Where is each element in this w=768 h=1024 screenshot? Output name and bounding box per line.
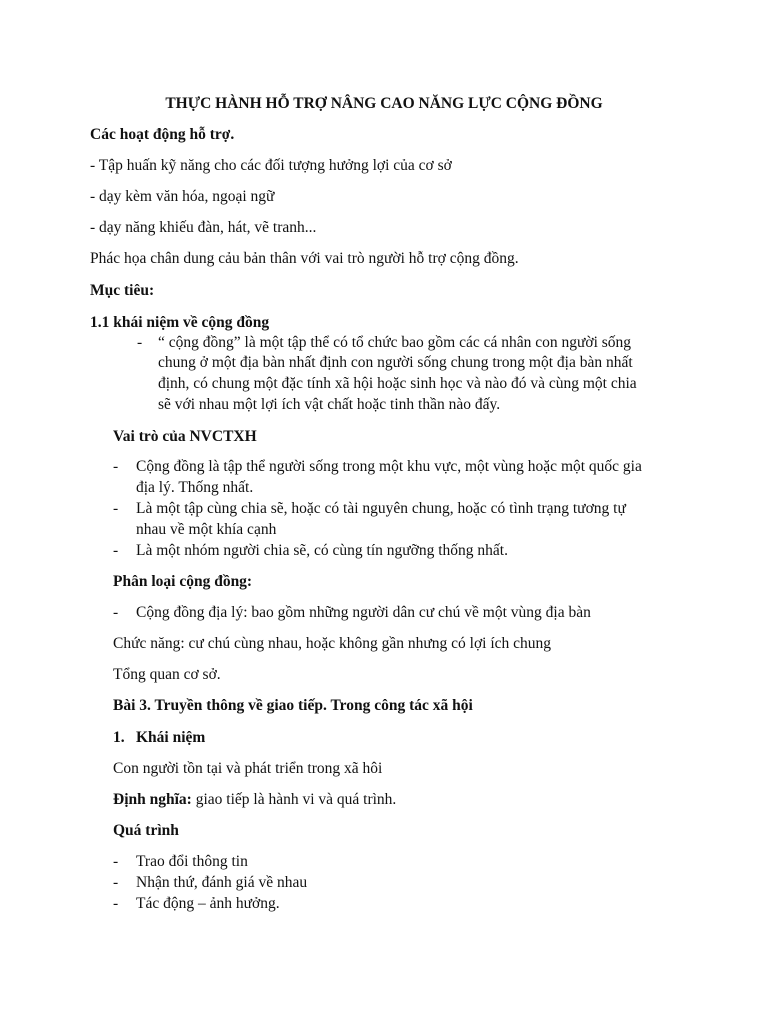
role-item-line: địa lý. Thống nhất. [136,479,254,496]
process-item: Nhận thứ, đánh giá về nhau [136,874,308,891]
objective-heading: Mục tiêu: [90,282,155,299]
concept-text-line: sẽ với nhau một lợi ích vật chất hoặc tinh thần nào đấy. [158,396,501,413]
overview-paragraph: Tổng quan cơ sở. [113,666,221,683]
role-heading: Vai trò của NVCTXH [113,428,257,445]
support-item: - dạy năng khiếu đàn, hát, vẽ tranh... [90,219,317,236]
list-dash: - [137,334,143,351]
list-dash: - [113,542,119,559]
support-item: - Tập huấn kỹ năng cho các đối tượng hưởng lợi của cơ sở [90,157,452,174]
concept-text-line: định, có chung một đặc tính xã hội hoặc sinh học và nào đó và cùng một chia [158,375,637,392]
lesson-heading: Bài 3. Truyền thông về giao tiếp. Trong công tác xã hội [113,697,473,714]
page-title: THỰC HÀNH HỖ TRỢ NÂNG CAO NĂNG LỰC CỘNG ĐỒNG [165,95,603,112]
classification-heading: Phân loại cộng đồng: [113,573,253,590]
list-dash: - [113,874,119,891]
list-dash: - [113,458,119,475]
role-item-line: Là một nhóm người chia sẽ, có cùng tín ngưỡng thống nhất. [136,542,508,559]
definition-label: Định nghĩa: [113,791,192,808]
function-paragraph: Chức năng: cư chú cùng nhau, hoặc không gần nhưng có lợi ích chung [113,635,552,652]
definition-paragraph [113,790,396,810]
concept-heading: 1.1 khái niệm về cộng đồng [90,314,270,331]
concept-text-line: chung ở một địa bàn nhất định con người sống chung trong một địa bàn nhất [158,354,633,371]
list-dash: - [113,895,119,912]
role-item-line: Là một tập cùng chia sẽ, hoặc có tài nguyên chung, hoặc có tình trạng tương tự [136,500,626,517]
classification-item: Cộng đồng địa lý: bao gồm những người dân cư chú về một vùng địa bàn [136,604,591,621]
process-item: Tác động – ảnh hưởng. [136,895,280,912]
section-heading: Khái niệm [136,729,206,746]
process-item: Trao đổi thông tin [136,853,248,870]
human-paragraph: Con người tồn tại và phát triển trong xã hôi [113,760,383,777]
list-dash: - [113,853,119,870]
role-item-line: Cộng đồng là tập thể người sống trong một khu vực, một vùng hoặc một quốc gia [136,458,642,475]
list-dash: - [113,604,119,621]
role-item-line: nhau về một khía cạnh [136,521,277,538]
list-dash: - [113,500,119,517]
process-heading: Quá trình [113,822,179,839]
definition-text: giao tiếp là hành vi và quá trình. [191,791,397,808]
support-heading: Các hoạt động hỗ trợ. [90,126,235,143]
portrait-paragraph: Phác họa chân dung cảu bản thân với vai trò người hỗ trợ cộng đồng. [90,250,519,267]
section-number: 1. [113,729,125,746]
support-item: - dạy kèm văn hóa, ngoại ngữ [90,188,275,205]
concept-text-line: “ cộng đồng” là một tập thể có tổ chức bao gồm các cá nhân con người sống [158,334,632,351]
